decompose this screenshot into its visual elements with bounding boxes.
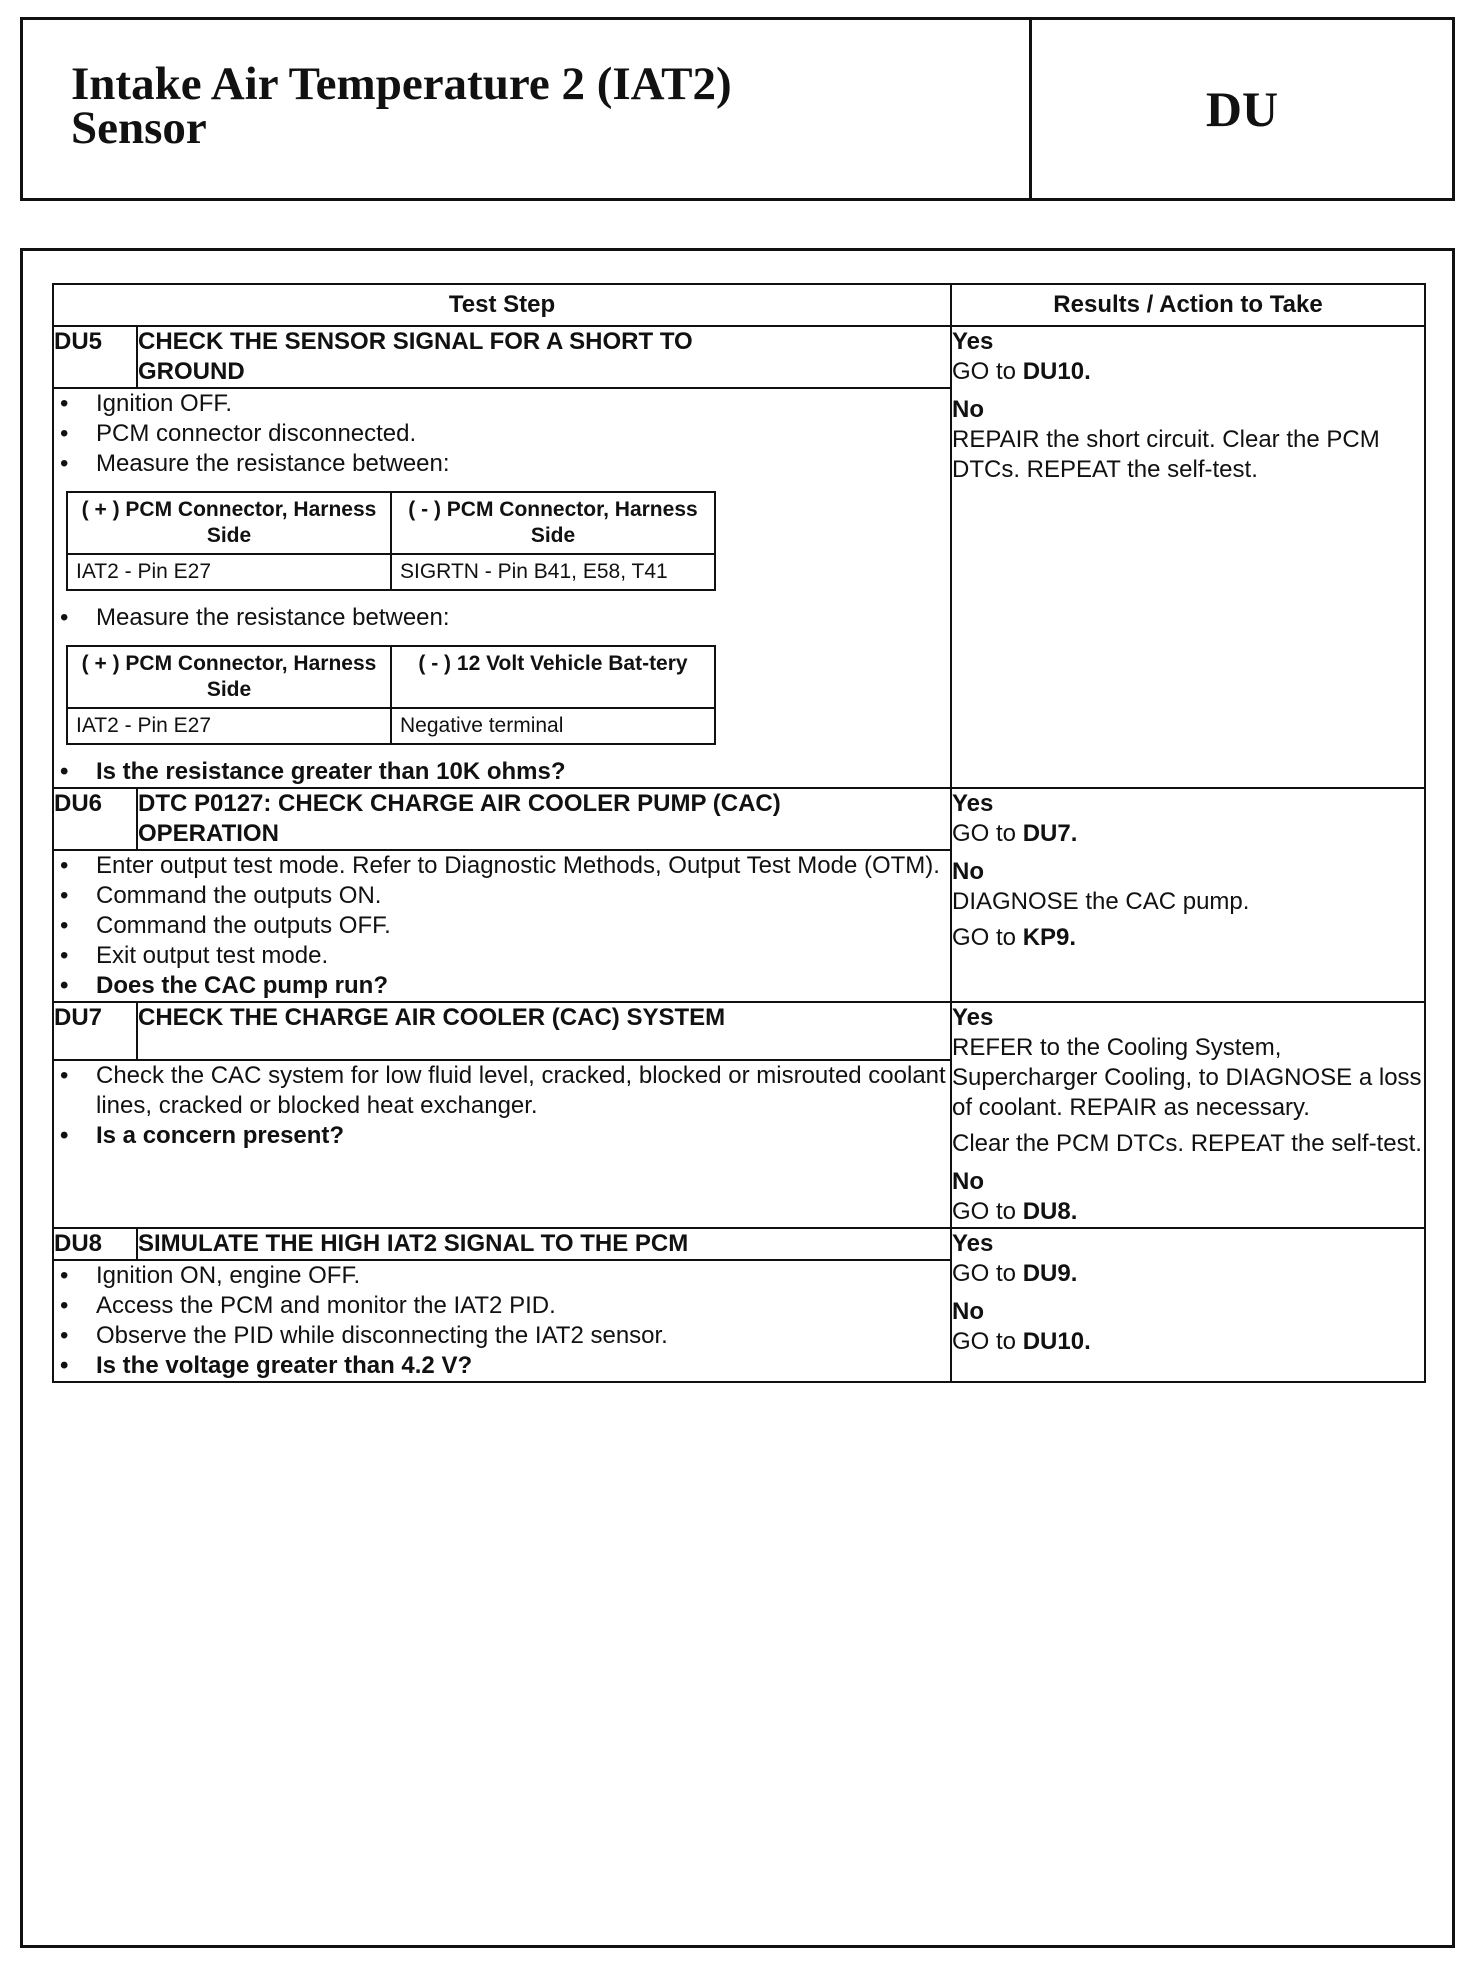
no-label: No <box>952 1168 984 1195</box>
yes-label: Yes <box>952 1230 994 1257</box>
step-title: CHECK THE CHARGE AIR COOLER (CAC) SYSTEM <box>137 1002 951 1060</box>
no-goto <box>952 923 1424 953</box>
list-item: • Observe the PID while disconnecting the IAT2 sensor. <box>54 1321 950 1351</box>
step-code: DU5 <box>53 326 137 388</box>
no-label: No <box>952 858 984 885</box>
step-list <box>54 757 950 787</box>
no-action <box>952 1327 1424 1357</box>
yes-action-2: Clear the PCM DTCs. REPEAT the self-test. <box>952 1130 1422 1157</box>
list-item: • Access the PCM and monitor the IAT2 PID. <box>54 1291 950 1321</box>
no-action: DIAGNOSE the CAC pump. <box>952 888 1250 915</box>
list-item: • Ignition OFF. <box>54 389 950 419</box>
goto-target: KP9. <box>1022 924 1077 951</box>
yes-action <box>952 357 1424 387</box>
list-item: • Enter output test mode. Refer to Diagnostic Methods, Output Test Mode (OTM). <box>54 851 950 881</box>
list-item: • Exit output test mode. <box>54 941 950 971</box>
list-item: • Measure the resistance between: <box>54 603 950 633</box>
connector-table-1 <box>66 491 716 591</box>
step-title <box>137 788 951 850</box>
sub-cell-negative: Negative terminal <box>391 708 715 744</box>
step-title: SIMULATE THE HIGH IAT2 SIGNAL TO THE PCM <box>137 1228 951 1260</box>
table-header-row <box>53 284 1425 326</box>
step-list <box>54 1061 950 1151</box>
yes-action <box>952 819 1424 849</box>
step-du7-result <box>951 1002 1425 1228</box>
list-item: • Check the CAC system for low fluid level, cracked, blocked or misrouted coolant lines, cracked or blocked heat exchanger. <box>54 1061 950 1121</box>
sub-header-positive: ( + ) PCM Connector, Harness Side <box>67 646 391 708</box>
goto-text: GO to <box>952 820 1017 847</box>
step-question: • Is a concern present? <box>54 1121 950 1151</box>
step-code: DU7 <box>53 1002 137 1060</box>
no-action <box>952 1197 1424 1227</box>
page-header <box>20 17 1455 201</box>
no-label: No <box>952 1298 984 1325</box>
step-du7-body <box>53 1060 951 1228</box>
goto-text: GO to <box>952 1198 1017 1225</box>
step-du8-result <box>951 1228 1425 1382</box>
goto-target: DU7. <box>1022 820 1078 847</box>
list-item: • Command the outputs ON. <box>54 881 950 911</box>
step-du8-title-row <box>53 1228 1425 1260</box>
step-question: • Is the resistance greater than 10K ohms? <box>54 757 950 787</box>
no-label: No <box>952 396 984 423</box>
page-title-line1: Intake Air Temperature 2 (IAT2) <box>71 58 732 110</box>
goto-target: DU8. <box>1022 1198 1078 1225</box>
yes-action: REFER to the Cooling System, Supercharger Cooling, to DIAGNOSE a loss of coolant. REPAIR as necessary. <box>952 1034 1422 1121</box>
list-item: • Command the outputs OFF. <box>54 911 950 941</box>
goto-text: GO to <box>952 1328 1017 1355</box>
goto-text: GO to <box>952 924 1017 951</box>
step-list <box>54 851 950 1001</box>
step-title-line2: OPERATION <box>138 820 279 847</box>
step-code: DU6 <box>53 788 137 850</box>
goto-text: GO to <box>952 1260 1017 1287</box>
step-du5-title-row <box>53 326 1425 388</box>
step-title-line1: CHECK THE SENSOR SIGNAL FOR A SHORT TO <box>138 328 693 355</box>
step-question: • Is the voltage greater than 4.2 V? <box>54 1351 950 1381</box>
step-du5-result <box>951 326 1425 788</box>
step-question: • Does the CAC pump run? <box>54 971 950 1001</box>
step-du7-title-row <box>53 1002 1425 1060</box>
list-item: • PCM connector disconnected. <box>54 419 950 449</box>
step-title-line1: DTC P0127: CHECK CHARGE AIR COOLER PUMP (CAC) <box>138 790 781 817</box>
sub-cell-positive: IAT2 - Pin E27 <box>67 708 391 744</box>
test-step-table <box>52 283 1426 1383</box>
step-du8-body <box>53 1260 951 1382</box>
step-list <box>54 1261 950 1381</box>
list-item: • Ignition ON, engine OFF. <box>54 1261 950 1291</box>
yes-label: Yes <box>952 328 994 355</box>
sub-header-negative: ( - ) PCM Connector, Harness Side <box>391 492 715 554</box>
goto-text: GO to <box>952 358 1017 385</box>
list-item: • Measure the resistance between: <box>54 449 950 479</box>
step-du6-title-row <box>53 788 1425 850</box>
page-title <box>71 58 971 154</box>
col-header-results: Results / Action to Take <box>951 284 1425 326</box>
step-du6-result <box>951 788 1425 1002</box>
section-code: DU <box>1205 81 1279 137</box>
sub-header-positive: ( + ) PCM Connector, Harness Side <box>67 492 391 554</box>
step-list <box>54 603 950 633</box>
yes-action <box>952 1259 1424 1289</box>
no-action: REPAIR the short circuit. Clear the PCM DTCs. REPEAT the self-test. <box>952 426 1380 483</box>
goto-target: DU9. <box>1022 1260 1078 1287</box>
step-code: DU8 <box>53 1228 137 1260</box>
yes-label: Yes <box>952 790 994 817</box>
yes-label: Yes <box>952 1004 994 1031</box>
page-title-line2: Sensor <box>71 102 207 154</box>
sub-header-negative: ( - ) 12 Volt Vehicle Bat-tery <box>391 646 715 708</box>
goto-target: DU10. <box>1022 358 1091 385</box>
step-du6-body <box>53 850 951 1002</box>
connector-table-2 <box>66 645 716 745</box>
step-list <box>54 389 950 479</box>
step-title-line2: GROUND <box>138 358 245 385</box>
sub-cell-positive: IAT2 - Pin E27 <box>67 554 391 590</box>
sub-cell-negative: SIGRTN - Pin B41, E58, T41 <box>391 554 715 590</box>
goto-target: DU10. <box>1022 1328 1091 1355</box>
step-du5-body <box>53 388 951 788</box>
step-title <box>137 326 951 388</box>
col-header-test-step: Test Step <box>53 284 951 326</box>
